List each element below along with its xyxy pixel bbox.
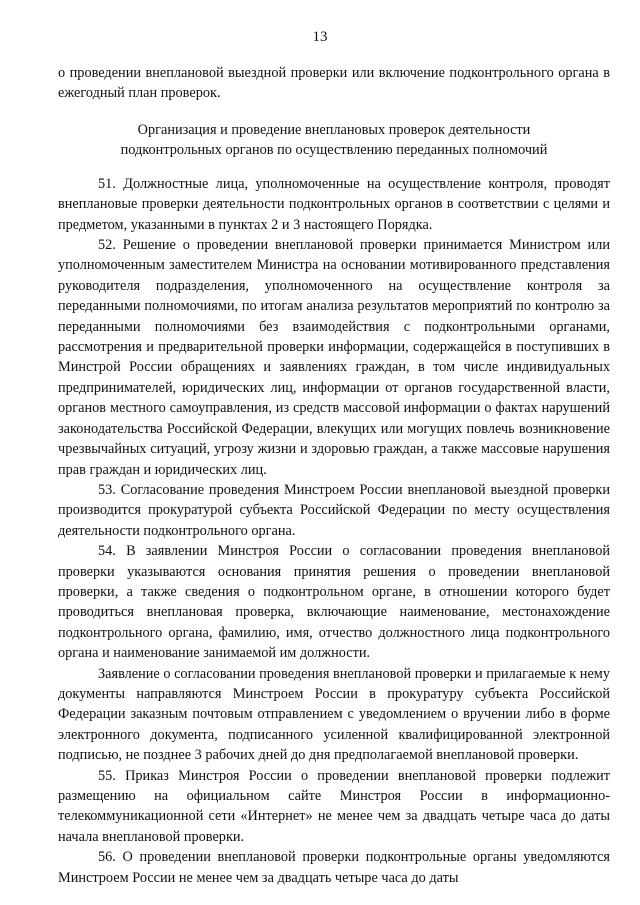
paragraph-54: 54. В заявлении Минстроя России о согласовании проведения внеплановой проверки указываются основания принятия решения о проведении внеплановой проверки, а также сведения о подконтрольном органе, в отношении которого будет проводиться внеплановая проверка, включающие наименование, местонахождение подконтрольного органа, фамилию, имя, отчество должностного лица подконтрольного органа и наименование занимаемой им должности.	[58, 543, 610, 662]
paragraph-54-continued: Заявление о согласовании проведения внеплановой проверки и прилагаемые к нему документы направляются Минстроем России в прокуратуру субъекта Российской Федерации заказным почтовым отправлением с уведомлением о вручении либо в форме электронного документа, подписанного усиленной квалифицированной электронной подписью, не позднее 3 рабочих дней до дня предполагаемой внеплановой проверки.	[58, 665, 610, 764]
paragraph-55: 55. Приказ Минстроя России о проведении внеплановой проверки подлежит размещению на официальном сайте Минстроя России в информационно-телекоммуникационной сети «Интернет» не менее чем за двадцать четыре часа до даты начала внеплановой проверки.	[58, 767, 610, 845]
paragraph-51: 51. Должностные лица, уполномоченные на осуществление контроля, проводят внеплановые проверки деятельности подконтрольных органов в соответствии с целями и предметом, указанными в пунктах 2 и 3 настоящего Порядка.	[58, 175, 610, 233]
paragraph-53: 53. Согласование проведения Минстроем России внеплановой выездной проверки производится прокуратурой субъекта Российской Федерации по месту осуществления деятельности подконтрольного органа.	[58, 481, 610, 539]
section-heading	[58, 120, 610, 160]
section-heading-line-1: Организация и проведение внеплановых проверок деятельности	[137, 121, 531, 138]
document-body	[58, 63, 610, 888]
paragraph-52: 52. Решение о проведении внеплановой проверки принимается Министром или уполномоченным заместителем Министра на основании мотивированного представления руководителя подразделения, уполномоченного на осуществление контроля за переданными полномочиями, по итогам анализа результатов мероприятий по контролю за переданными полномочиями без взаимодействия с подконтрольными органами, рассмотрения и предварительной проверки информации, содержащейся в поступивших в Минстрой России обращениях и заявлениях граждан, в том числе индивидуальных предпринимателей, юридических лиц, информации от органов государственной власти, органов местного самоуправления, из средств массовой информации о фактах нарушений законодательства Российской Федерации, влекущих или могущих повлечь возникновение чрезвычайных ситуаций, угрозу жизни и здоровью граждан, а также массовые нарушения прав граждан и юридических лиц.	[58, 237, 610, 478]
paragraph-intro: о проведении внеплановой выездной проверки или включение подконтрольного органа в ежегодный план проверок.	[58, 65, 610, 102]
paragraph-56: 56. О проведении внеплановой проверки подконтрольные органы уведомляются Минстроем России не менее чем за двадцать четыре часа до даты	[58, 849, 610, 886]
page-number: 13	[312, 29, 328, 45]
section-heading-line-2: подконтрольных органов по осуществлению переданных полномочий	[120, 141, 548, 158]
